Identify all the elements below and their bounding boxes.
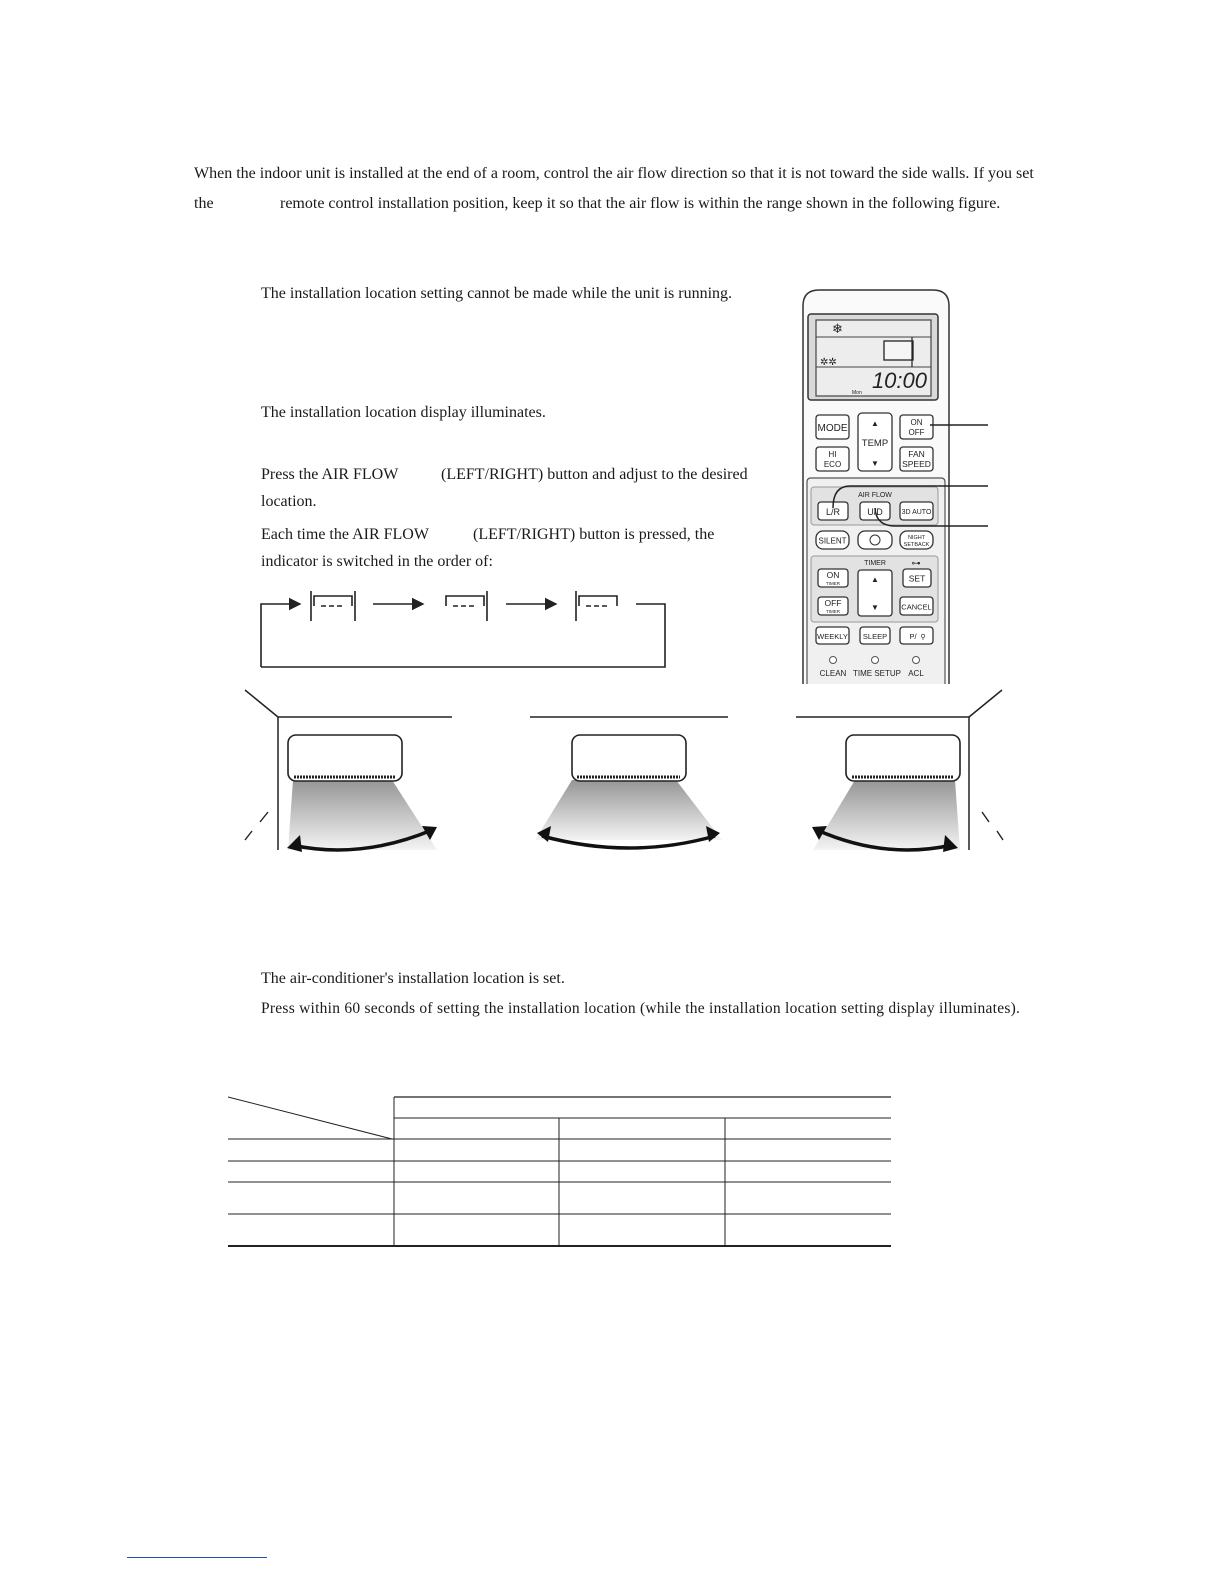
display-unit: Mon [852, 390, 862, 396]
footer-link-underline [127, 1557, 267, 1558]
each-time-start: Each time the AIR FLOW [261, 526, 429, 543]
svg-text:CANCEL: CANCEL [901, 602, 932, 612]
room-diagram-center [530, 717, 728, 848]
svg-text:SLEEP: SLEEP [862, 632, 888, 641]
mode-button[interactable] [816, 415, 849, 439]
set-button[interactable] [903, 569, 931, 587]
press-within: Press within 60 seconds of setting the installation location (while the installation location setting display illuminates). [261, 1000, 1021, 1017]
svg-text:TIMER: TIMER [826, 581, 840, 586]
key-lock-icon: ⊶ [911, 558, 921, 568]
svg-text:SETBACK: SETBACK [903, 542, 930, 548]
snowflake-icon: ❄ [832, 321, 843, 336]
fan-icon: ⚲ [920, 634, 926, 641]
air-flow-label: AIR FLOW [858, 492, 892, 499]
indoor-unit [846, 735, 960, 781]
intro-line-1: When the indoor unit is installed at the end of a room, control the air flow direction so that it is not toward the side walls. If you set [194, 165, 1034, 182]
note-running: The installation location setting cannot be made while the unit is running. [261, 285, 733, 302]
weekly-button[interactable] [816, 627, 849, 644]
display-time: 10:00 [871, 368, 927, 393]
press-airflow-end: (LEFT/RIGHT) button and adjust to the desired [441, 466, 748, 483]
svg-text:ON: ON [826, 570, 840, 580]
indoor-unit [572, 735, 686, 781]
night-setback-button[interactable] [900, 531, 933, 549]
indicator-right-icon [576, 591, 617, 621]
on-off-button[interactable] [900, 415, 933, 439]
temp-down-icon[interactable]: ▼ [871, 459, 879, 468]
location-sequence-diagram [261, 591, 665, 667]
on-timer-button[interactable] [818, 569, 848, 587]
timer-up-icon[interactable]: ▲ [871, 575, 879, 584]
room-diagram-left-wall [245, 690, 452, 852]
temp-up-icon[interactable]: ▲ [871, 419, 879, 428]
svg-text:TEMP: TEMP [861, 438, 889, 449]
settings-table [228, 1097, 891, 1246]
intro-line-2-end: remote control installation position, keep it so that the air flow is within the range shown in the following figure. [280, 195, 1001, 212]
3d-auto-button[interactable] [900, 502, 933, 520]
each-time-line2: indicator is switched in the order of: [261, 553, 493, 570]
time-setup-label: TIME SETUP [852, 669, 902, 678]
svg-text:U/D: U/D [867, 507, 883, 517]
svg-text:SILENT: SILENT [818, 536, 847, 546]
svg-text:NIGHT: NIGHT [907, 535, 926, 541]
indoor-unit [288, 735, 402, 781]
svg-text:3D AUTO: 3D AUTO [901, 509, 932, 516]
press-airflow-line2: location. [261, 493, 317, 510]
acl-label: ACL [908, 669, 924, 678]
timer-down-icon[interactable]: ▼ [871, 603, 879, 612]
clean-label: CLEAN [819, 669, 847, 678]
fan-speed-button[interactable] [900, 447, 933, 471]
sleep-button[interactable] [860, 627, 890, 644]
display-location-indicator [884, 341, 913, 360]
fan-icon: ✲✲ [820, 357, 837, 368]
svg-text:SET: SET [908, 573, 926, 584]
svg-text:ON: ON [910, 418, 923, 427]
indicator-center-icon [446, 591, 487, 621]
cancel-button[interactable] [900, 597, 933, 615]
off-timer-button[interactable] [818, 597, 848, 615]
svg-text:ECO: ECO [823, 460, 842, 469]
human-sensor-button[interactable] [858, 531, 892, 549]
location-set: The air-conditioner's installation location is set. [261, 970, 565, 987]
indicator-left-icon [311, 591, 355, 621]
svg-text:HI: HI [828, 450, 837, 459]
display-illuminates: The installation location display illuminates. [261, 404, 546, 421]
timer-label: TIMER [864, 560, 886, 567]
svg-text:SPEED: SPEED [902, 459, 931, 469]
hi-eco-button[interactable] [816, 447, 849, 471]
svg-text:L/R: L/R [825, 507, 841, 517]
svg-text:FAN: FAN [908, 449, 925, 459]
timer-rocker[interactable] [858, 570, 892, 616]
press-airflow-start: Press the AIR FLOW [261, 466, 399, 483]
room-diagram-right-wall [796, 690, 1003, 852]
svg-text:OFF: OFF [908, 428, 925, 437]
each-time-end: (LEFT/RIGHT) button is pressed, the [473, 526, 715, 543]
silent-button[interactable] [816, 531, 849, 549]
svg-text:MODE: MODE [817, 423, 848, 434]
svg-text:OFF: OFF [824, 598, 842, 608]
svg-text:TIMER: TIMER [826, 609, 840, 614]
powerful-button[interactable] [900, 627, 933, 644]
intro-line-2-start: the [194, 195, 214, 212]
temp-rocker[interactable] [858, 413, 892, 471]
svg-text:WEEKLY: WEEKLY [817, 632, 848, 641]
svg-text:P/: P/ [909, 632, 917, 641]
